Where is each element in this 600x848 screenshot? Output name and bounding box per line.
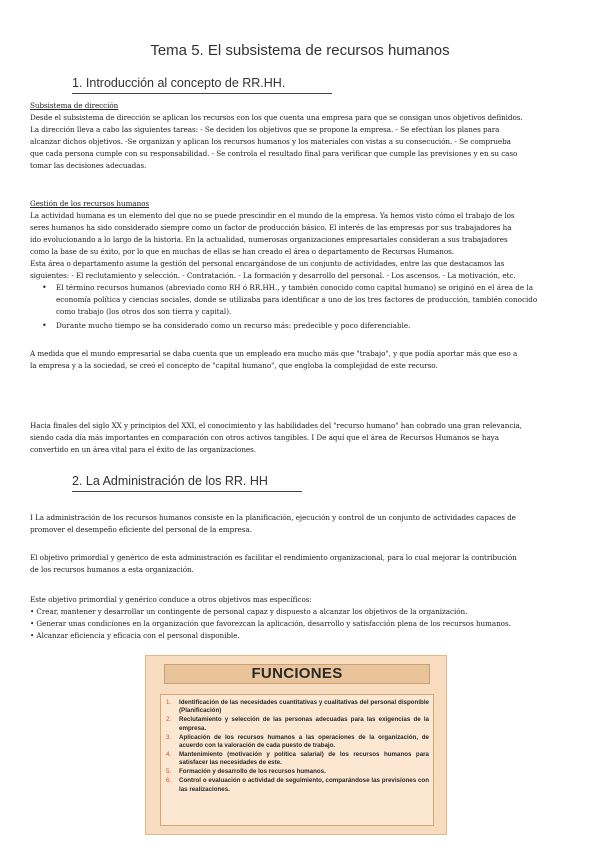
paragraph-line: El objetivo primordial y genérico de esta administración es facilitar el rendimiento organizacional, para lo cual mejorar la contribución	[30, 553, 517, 562]
paragraph-line: que cada persona cumple con su responsabilidad. - Se controla el resultado final para verificar que cumple las previsiones y en su caso	[30, 149, 518, 158]
paragraph-line: alcanzar dichos objetivos. -Se organizan y aplican los recursos humanos y los materiales con vistas a su consecución. - Se comprueba	[30, 137, 511, 146]
paragraph-line: Hacia finales del siglo XX y principios del XXI, el conocimiento y las habilidades del "recurso humano" han cobrado una gran relevancia,	[30, 421, 523, 430]
paragraph-line: A medida que el mundo empresarial se daba cuenta que un empleado era mucho más que "trabajo", y que podía aportar más que eso a	[30, 349, 518, 358]
bullet-item	[48, 282, 580, 318]
paragraph-line: • Generar unas condiciones en la organización que favorezcan la aplicación, desarrollo y satisfacción plena de los recursos humanos.	[30, 619, 511, 628]
subsection-direccion	[30, 100, 580, 172]
paragraph-siglo-xx	[30, 420, 580, 456]
paragraph-line: I La administración de los recursos humanos consiste en la planificación, ejecución y control de un conjunto de actividades capaces de	[30, 513, 516, 522]
paragraph-line: siguientes: - El reclutamiento y selección. - Contratación. - La formación y desarrollo del personal. - Los ascensos. - La motivación, etc.	[30, 271, 516, 280]
funcion-text: Reclutamiento y selección de las personas adecuadas para las exigencias de la empresa.	[179, 716, 429, 732]
paragraph-line: convertido en un área vital para el éxito de las organizaciones.	[30, 445, 256, 454]
paragraph-line: • Crear, mantener y desarrollar un contingente de personal capaz y dispuesto a alcanzar los objetivos de la organización.	[30, 607, 468, 616]
paragraph-administracion	[30, 512, 580, 536]
funcion-text: Aplicación de los recursos humanos a las operaciones de la organización, de acuerdo con la valoración de cada puesto de trabajo.	[179, 733, 429, 750]
funciones-figure	[145, 655, 447, 835]
funcion-number: 2.	[166, 716, 172, 724]
paragraph-line: promover el desempeño eficiente del personal de la empresa.	[30, 525, 252, 534]
funcion-item	[165, 716, 429, 733]
paragraph-line: de los recursos humanos a esta organización.	[30, 565, 194, 574]
section-1-heading: 1. Introducción al concepto de RR.HH.	[72, 76, 332, 94]
paragraph-line: Desde el subsistema de dirección se aplican los recursos con los que cuenta una empresa para que se consigan unos objetivos definidos.	[30, 113, 523, 122]
bullet-line: como trabajo (los otros dos son tierra y capital).	[56, 307, 232, 316]
paragraph-line: siendo cada día más importantes en comparación con otros activos tangibles. I De aquí que el área de Recursos Humanos se haya	[30, 433, 499, 442]
funcion-item	[165, 768, 429, 776]
paragraph-objetivos-especificos	[30, 594, 580, 642]
funcion-text: Control o evaluación o actividad de seguimiento, comparándose las previsiones con las realizaciones.	[179, 777, 429, 793]
funciones-box	[160, 694, 434, 826]
paragraph-line: ido evolucionando a lo largo de la historia. En la actualidad, numerosas organizaciones empresariales consideran a sus trabajadores	[30, 235, 508, 244]
funciones-title: FUNCIONES	[164, 664, 430, 684]
paragraph-capital-humano	[30, 348, 580, 372]
funcion-item	[165, 777, 429, 794]
funcion-text: Identificación de las necesidades cuantitativas y cualitativas del personal disponible (Planificación)	[179, 699, 429, 715]
funcion-number: 6.	[166, 777, 172, 785]
subsection-gestion	[30, 198, 580, 282]
funcion-item	[165, 751, 429, 768]
subsection-gestion-title: Gestión de los recursos humanos	[30, 199, 150, 208]
paragraph-line: La dirección lleva a cabo las siguientes tareas: - Se deciden los objetivos que se propone la empresa. - Se efectúan los planes para	[30, 125, 500, 134]
funcion-item	[165, 734, 429, 751]
section-2-heading: 2. La Administración de los RR. HH	[72, 474, 302, 492]
paragraph-objetivo	[30, 552, 580, 576]
funcion-number: 3.	[166, 733, 172, 741]
funcion-number: 5.	[166, 768, 172, 776]
funcion-number: 1.	[166, 699, 172, 706]
paragraph-line: como la base de su éxito, por lo que en muchas de ellas se han creado el área o departamento de Recursos Humanos.	[30, 247, 454, 256]
paragraph-line: • Alcanzar eficiencia y eficacia con el personal disponible.	[30, 631, 240, 640]
funcion-text: Mantenimiento (motivación y política salarial) de los recursos humanos para satisfacer las necesidades de este.	[179, 750, 429, 767]
bullet-item	[48, 320, 580, 332]
bullet-line: economía política y ciencias sociales, donde se utilizaba para identificar a uno de los tres factores de producción, también conocido	[56, 295, 538, 304]
document-title: Tema 5. El subsistema de recursos humanos	[150, 42, 450, 59]
subsection-direccion-title: Subsistema de dirección	[30, 101, 119, 110]
bullet-list	[48, 282, 580, 332]
bullet-line: • El término recursos humanos (abreviado como RH ó RR.HH., y también conocido como capital humano) se originó en el área de la	[56, 283, 534, 292]
funcion-text: Formación y desarrollo de los recursos humanos.	[179, 768, 326, 776]
paragraph-line: seres humanos ha sido considerado siempre como un factor de producción básico. El interés de las empresas por sus trabajadores ha	[30, 223, 512, 232]
paragraph-line: tomar las decisiones adecuadas.	[30, 161, 147, 170]
funcion-number: 4.	[166, 750, 172, 758]
paragraph-line: la empresa y a la sociedad, se creó el concepto de "capital humano", que engloba la complejidad de este recurso.	[30, 361, 438, 370]
paragraph-line: La actividad humana es un elemento del que no se puede prescindir en el mundo de la empresa. Ya hemos visto cómo el trabajo de los	[30, 211, 515, 220]
paragraph-line: Esta área o departamento asume la gestión del personal encargándose de un conjunto de actividades, entre las que destacamos las	[30, 259, 505, 268]
bullet-line: • Durante mucho tiempo se ha considerado como un recurso más: predecible y poco diferenciable.	[56, 321, 411, 330]
paragraph-line: Este objetivo primordial y genérico conduce a otros objetivos mas específicos:	[30, 595, 312, 604]
funciones-list	[165, 699, 429, 794]
funcion-item	[165, 699, 429, 716]
